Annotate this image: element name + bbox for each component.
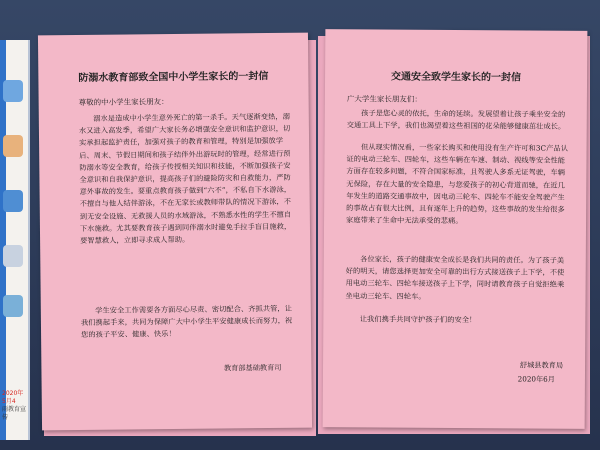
right-letter-paragraph-2: 但从现实情况看，一些家长购买和使用没有生产许可和3C产品认证的电动三轮车、四轮车，这些车辆在车速、制动、视线等安全性能方面存在较多问题，不符合国家标准，且驾驶人多系无证驾驶，车辆无保险，存在大量的安全隐患，与您爱孩子的初心背道而驰，在近几年发生的道路交通事故中，因电动三轮车、四轮车不能安全驾驶产生的事故占有很大比例，且有逐年上升的趋势，这些事故的发生给很多家庭带来了生命中无法承受的悲痛。 [346, 142, 569, 226]
right-letter-greeting: 广大学生家长朋友们： [346, 94, 422, 104]
poster-caption [2, 390, 26, 422]
left-letter-signature: 教育部基础教育司 [223, 362, 282, 373]
right-letter-paragraph-1: 孩子是您心灵的依托，生命的延续。发展望着让孩子乘坐安全的交通工具上下学，我们也渴望着这些祖国的花朵能够健康茁壮成长。 [346, 108, 566, 131]
right-letter-paragraph-4: 让我们携手共同守护孩子们的安全！ [359, 314, 477, 325]
poster-figure-icon [3, 245, 23, 267]
poster-subtitle: 雨教育宣传 [2, 406, 27, 421]
right-letter [323, 29, 588, 429]
poster-date: 2020年5月4 [2, 390, 24, 405]
right-letter-paragraph-3: 各位家长，孩子的健康安全成长是我们共同的责任。为了孩子美好的明天，请您选择更加安全可靠的出行方式接送孩子上下学，不使用电动三轮车、四轮车接送孩子上下学，同时请教育孩子自觉拒绝乘坐电动三轮车、四轮车。 [345, 254, 565, 301]
left-letter-greeting: 尊敬的中小学生家长朋友： [78, 97, 169, 108]
right-letter-date: 2020年6月 [517, 374, 555, 384]
poster-figure-icon [3, 135, 23, 157]
poster-figure-icon [3, 295, 23, 317]
safety-poster [0, 40, 30, 440]
left-letter-paragraph-1: 溺水是造成中小学生意外死亡的第一杀手。天气逐渐变热，溺水又进入高发季，希望广大家长务必增强安全意识和监护意识，切实承担起监护责任，加强对孩子的教育和管理，特别是加强放学后、周末、节假日期间和孩子结伴外出游玩时的管理，经常进行预防溺水等安全教育，给孩子传授相关知识和技能，不断加强孩子安全意识和自我保护意识，提高孩子们的避险防灾和自救能力，严防意外事故的发生。要重点教育孩子做到“六不”，不私自下水游泳，不擅自与他人结伴游泳，不在无家长或教师带队的情况下游泳，不到无安全设施、无救援人员的水域游泳，不熟悉水性的学生不擅自下水施救。尤其要教育孩子遇到同伴溺水时避免手拉手盲目施救，要智慧救人，立即寻求成人帮助。 [78, 111, 292, 246]
poster-figure-icon [3, 80, 23, 102]
left-letter [38, 33, 312, 431]
right-letter-signature: 舒城县教育局 [519, 360, 564, 370]
poster-figure-icon [3, 190, 23, 212]
left-letter-paragraph-2: 学生安全工作需要各方面尽心尽责、密切配合、齐抓共管，让我们携起手来，共同为保障广大中小学生平安健康成长而努力，祝您的孩子平安、健康、快乐！ [80, 303, 293, 340]
left-letter-title: 防溺水教育部致全国中小学生家长的一封信 [78, 71, 269, 85]
right-letter-title: 交通安全致学生家长的一封信 [391, 71, 522, 84]
